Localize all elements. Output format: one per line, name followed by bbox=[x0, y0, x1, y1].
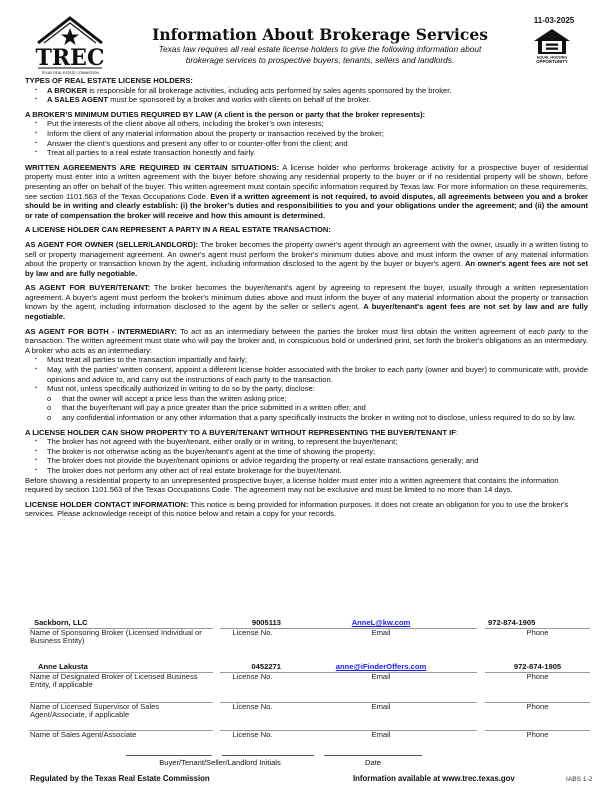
list-item: ▪ Treat all parties to a real estate transaction honestly and fairly. bbox=[35, 148, 588, 158]
date-label: Date bbox=[364, 758, 382, 767]
types-section bbox=[25, 76, 588, 105]
owner-agent-section: AS AGENT FOR OWNER (SELLER/LANDLORD): The broker becomes the property owner's agent through an agreement with the owner, usually in a written listing to sell or property management agreement. An owner's agent must perform the broker's minimum duties above and must inform the owner of any material information about the property or transaction known by the agent, including information disclosed to the agent by the buyer or buyer's agent. An owner's agent fees are not set by law and are fully negotiable. bbox=[25, 239, 589, 278]
list-item: ▪ Answer the client’s questions and present any offer to or counter-offer from the client; and bbox=[35, 139, 588, 149]
written-heading: WRITTEN AGREEMENTS ARE REQUIRED IN CERTAIN SITUATIONS: bbox=[25, 162, 280, 172]
sublist-item: o that the owner will accept a price less than the written asking price; bbox=[45, 394, 588, 404]
sales-agent-name-field[interactable] bbox=[30, 720, 213, 730]
unrepresented-buyer-note: Before showing a residential property to an unrepresented prospective buyer, a license holder must enter into a written agreement that contains the information required by section 1101.563 of the Texas Occupations Code. The agreement may not be exclusive and must be limited to no more than 14 days. bbox=[25, 475, 559, 495]
represent-heading: A LICENSE HOLDER CAN REPRESENT A PARTY IN A REAL ESTATE TRANSACTION: bbox=[25, 225, 331, 235]
sponsoring-broker-email-link[interactable]: AnneL@kw.com bbox=[351, 618, 411, 627]
svg-text:OPPORTUNITY: OPPORTUNITY bbox=[536, 59, 568, 64]
supervisor-row: Name of Licensed Supervisor of Sales Agent/Associate, if applicable License No. Email Phone bbox=[0, 692, 612, 732]
supervisor-name-field[interactable] bbox=[30, 692, 213, 702]
initials-line-1[interactable] bbox=[126, 755, 212, 756]
designated-broker-license-field[interactable]: 0452271 bbox=[251, 662, 281, 671]
show-list bbox=[35, 437, 588, 475]
contact-heading: LICENSE HOLDER CONTACT INFORMATION: bbox=[25, 499, 189, 509]
list-item: ▪ The broker does not perform any other act of real estate brokerage for the buyer/tenant. bbox=[35, 466, 588, 476]
initials-label: Buyer/Tenant/Seller/Landlord Initials bbox=[159, 758, 281, 767]
designated-broker-row: Anne Lakusta Name of Designated Broker of Licensed Business Entity, if applicable 0452271 License No. anne@iFinderOffers.com Email 972-874-1905 Phone bbox=[0, 662, 612, 702]
intermediary-section: AS AGENT FOR BOTH - INTERMEDIARY: To act as an intermediary between the parties the broker must first obtain the written agreement of each party to the transaction. The written agreement must state who will pay the broker and, in conspicuous bold or underlined print, set forth the broker's obligations as an intermediary. A broker who acts as an intermediary: ▪ Must treat all parties to the transaction impartially and fairly; ▪ May, with the parties' written consent, appoint a different license holder associated with the broker to each party (owner and buyer) to communicate with, provide opinions and advice to, and carry out the instructions of each party to the transaction. ▪ Must not, unless specifically authorized in writing to do so by the party, disclose: o that the owner will accept a price less than the written asking price; o that the buyer/tenant will pay a price greater than the price submitted in a written offer; and o any confidential information or any other information that a party specifically instructs the broker in writing not to disclose, unless required to do so by law. bbox=[25, 327, 588, 423]
equal-housing-opportunity-icon bbox=[532, 28, 572, 64]
trec-house-icon bbox=[30, 14, 110, 76]
svg-text:EQUAL HOUSING: EQUAL HOUSING bbox=[536, 55, 568, 60]
list-item: ▪ The broker has not agreed with the buyer/tenant, either orally or in writing, to represent the buyer/tenant; bbox=[35, 437, 588, 447]
sales-agent-email-field[interactable] bbox=[285, 720, 477, 730]
duties-list bbox=[35, 119, 588, 157]
duties-heading: A BROKER’S MINIMUM DUTIES REQUIRED BY LAW (A client is the person or party that the broker represents): bbox=[25, 109, 426, 119]
designated-broker-phone-field[interactable]: 972-874-1905 bbox=[513, 662, 562, 671]
list-item: ▪ Inform the client of any material information about the property or transaction received by the broker; bbox=[35, 129, 588, 139]
sponsoring-broker-name-field[interactable]: Sackborn, LLC bbox=[34, 618, 88, 627]
disclose-sublist bbox=[45, 394, 588, 423]
trec-logo bbox=[30, 14, 110, 76]
sales-agent-phone-field[interactable] bbox=[485, 720, 590, 730]
sublist-item: o any confidential information or any other information that a party specifically instructs the broker in writing not to disclose, unless required to do so by law. bbox=[45, 413, 588, 423]
date-line[interactable] bbox=[324, 755, 422, 756]
list-item: ▪ A BROKER is responsible for all brokerage activities, including acts performed by sales agents sponsored by the broker. bbox=[35, 86, 588, 96]
form-date: 11-03-2025 bbox=[533, 16, 575, 25]
designated-broker-name-field[interactable]: Anne Lakusta bbox=[38, 662, 88, 671]
duties-section bbox=[25, 110, 588, 158]
list-item: ▪ Must treat all parties to the transaction impartially and fairly; bbox=[35, 355, 588, 365]
sales-agent-license-field[interactable] bbox=[220, 720, 285, 730]
types-heading: TYPES OF REAL ESTATE LICENSE HOLDERS: bbox=[25, 76, 193, 85]
supervisor-phone-field[interactable] bbox=[485, 692, 590, 702]
page-title: Information About Brokerage Services bbox=[152, 25, 488, 44]
supervisor-email-field[interactable] bbox=[285, 692, 477, 702]
supervisor-license-field[interactable] bbox=[220, 692, 285, 702]
sales-agent-row: Name of Sales Agent/Associate License No. Email Phone bbox=[0, 720, 612, 760]
footer-info-link[interactable]: Information available at www.trec.texas.gov bbox=[353, 774, 515, 783]
list-item: ▪ A SALES AGENT must be sponsored by a broker and works with clients on behalf of the broker. bbox=[35, 95, 588, 105]
sublist-item: o that the buyer/tenant will pay a price greater than the price submitted in a written offer; and bbox=[45, 403, 588, 413]
designated-broker-email-link[interactable]: anne@iFinderOffers.com bbox=[335, 662, 427, 671]
form-id: IABS 1-2 bbox=[566, 776, 593, 783]
svg-text:TEXAS REAL ESTATE COMMISSION: TEXAS REAL ESTATE COMMISSION bbox=[41, 71, 99, 75]
show-property-section: A LICENSE HOLDER CAN SHOW PROPERTY TO A BUYER/TENANT WITHOUT REPRESENTING THE BUYER/TENANT IF: ▪ The broker has not agreed with the buyer/tenant, either orally or in writing, to represent the buyer/tenant; ▪ The broker is not otherwise acting as the buyer/tenant's agent at the time of showing the property; ▪ The broker does not provide the buyer/tenant opinions or advice regarding the property or real estate transactions generally; and ▪ The broker does not perform any other act of real estate brokerage for the buyer/tenant. Before showing a residential property to an unrepresented prospective buyer, a license holder must enter into a written agreement that contains the information required by section 1101.563 of the Texas Occupations Code. The agreement may not be exclusive and must be limited to no more than 14 days. bbox=[25, 428, 588, 495]
show-heading: A LICENSE HOLDER CAN SHOW PROPERTY TO A BUYER/TENANT WITHOUT REPRESENTING THE BUYER/TENANT IF bbox=[25, 427, 456, 437]
list-item: ▪ Put the interests of the client above all others, including the broker’s own interests; bbox=[35, 119, 588, 129]
initials-line-2[interactable] bbox=[222, 755, 314, 756]
contact-info-section: LICENSE HOLDER CONTACT INFORMATION: This notice is being provided for information purposes. It does not create an obligation for you to use the broker's services. Please acknowledge receipt of this notice below and retain a copy for your records. bbox=[25, 499, 569, 519]
buyer-agent-section: AS AGENT FOR BUYER/TENANT: The broker becomes the buyer/tenant's agent by agreeing to represent the buyer, usually through a written representation agreement. A buyer's agent must perform the broker's minimum duties above and must inform the buyer of any material information about the property or transaction known by the agent, including information disclosed to the agent by the seller or seller's agent. A buyer/tenant's agent fees are not set by law and are fully negotiable. bbox=[25, 283, 588, 322]
footer-regulated-by: Regulated by the Texas Real Estate Commission bbox=[30, 774, 210, 783]
intermediary-list bbox=[35, 355, 588, 422]
sponsoring-broker-license-field[interactable]: 9005113 bbox=[251, 618, 281, 627]
document-body bbox=[25, 76, 588, 524]
represent-section bbox=[25, 225, 588, 235]
svg-text:TREC: TREC bbox=[35, 45, 105, 71]
types-list bbox=[35, 86, 588, 105]
sponsoring-broker-phone-field[interactable]: 972-874-1905 bbox=[488, 618, 536, 627]
sponsoring-broker-row: Sackborn, LLC Name of Sponsoring Broker (Licensed Individual or Business Entity) 9005113 License No. AnneL@kw.com Email 972-874-1905 Phone bbox=[0, 618, 612, 658]
list-item: ▪ The broker is not otherwise acting as the buyer/tenant's agent at the time of showing the property; bbox=[35, 447, 588, 457]
list-item: ▪ Must not, unless specifically authorized in writing to do so by the party, disclose: o that the owner will accept a price less than the written asking price; o that the buyer/tenant will pay a price greater than the price submitted in a written offer; and o any confidential information or any other information that a party specifically instructs the broker in writing not to disclose, unless required to do so by law. bbox=[35, 384, 588, 422]
written-agreements-section: WRITTEN AGREEMENTS ARE REQUIRED IN CERTAIN SITUATIONS: A license holder who performs brokerage activity for a prospective buyer of residential property must enter into a written agreement with the buyer before showing any residential property to the buyer or if no residential property will be shown, before presenting an offer on behalf of the buyer. This written agreement must contain specific information required by Texas law. For more information on these requirements, see section 1101.563 of the Texas Occupations Code. Even if a written agreement is not required, to avoid disputes, all agreements between you and a broker should be in writing and clearly establish: (i) the broker’s duties and responsibilities to you and your obligations under the agreement; and (ii) the amount or rate of compensation the broker will receive and how this amount is determined. bbox=[25, 162, 588, 220]
list-item: ▪ The broker does not provide the buyer/tenant opinions or advice regarding the property or real estate transactions generally; and bbox=[35, 456, 588, 466]
list-item: ▪ May, with the parties' written consent, appoint a different license holder associated with the broker to each party (owner and buyer) to communicate with, provide opinions and advice to, and carry out the instructions of each party to the transaction. bbox=[35, 365, 588, 384]
page-subtitle: Texas law requires all real estate license holders to give the following information about brokerage services to prospective buyers, tenants, sellers and landlords. bbox=[158, 44, 482, 65]
